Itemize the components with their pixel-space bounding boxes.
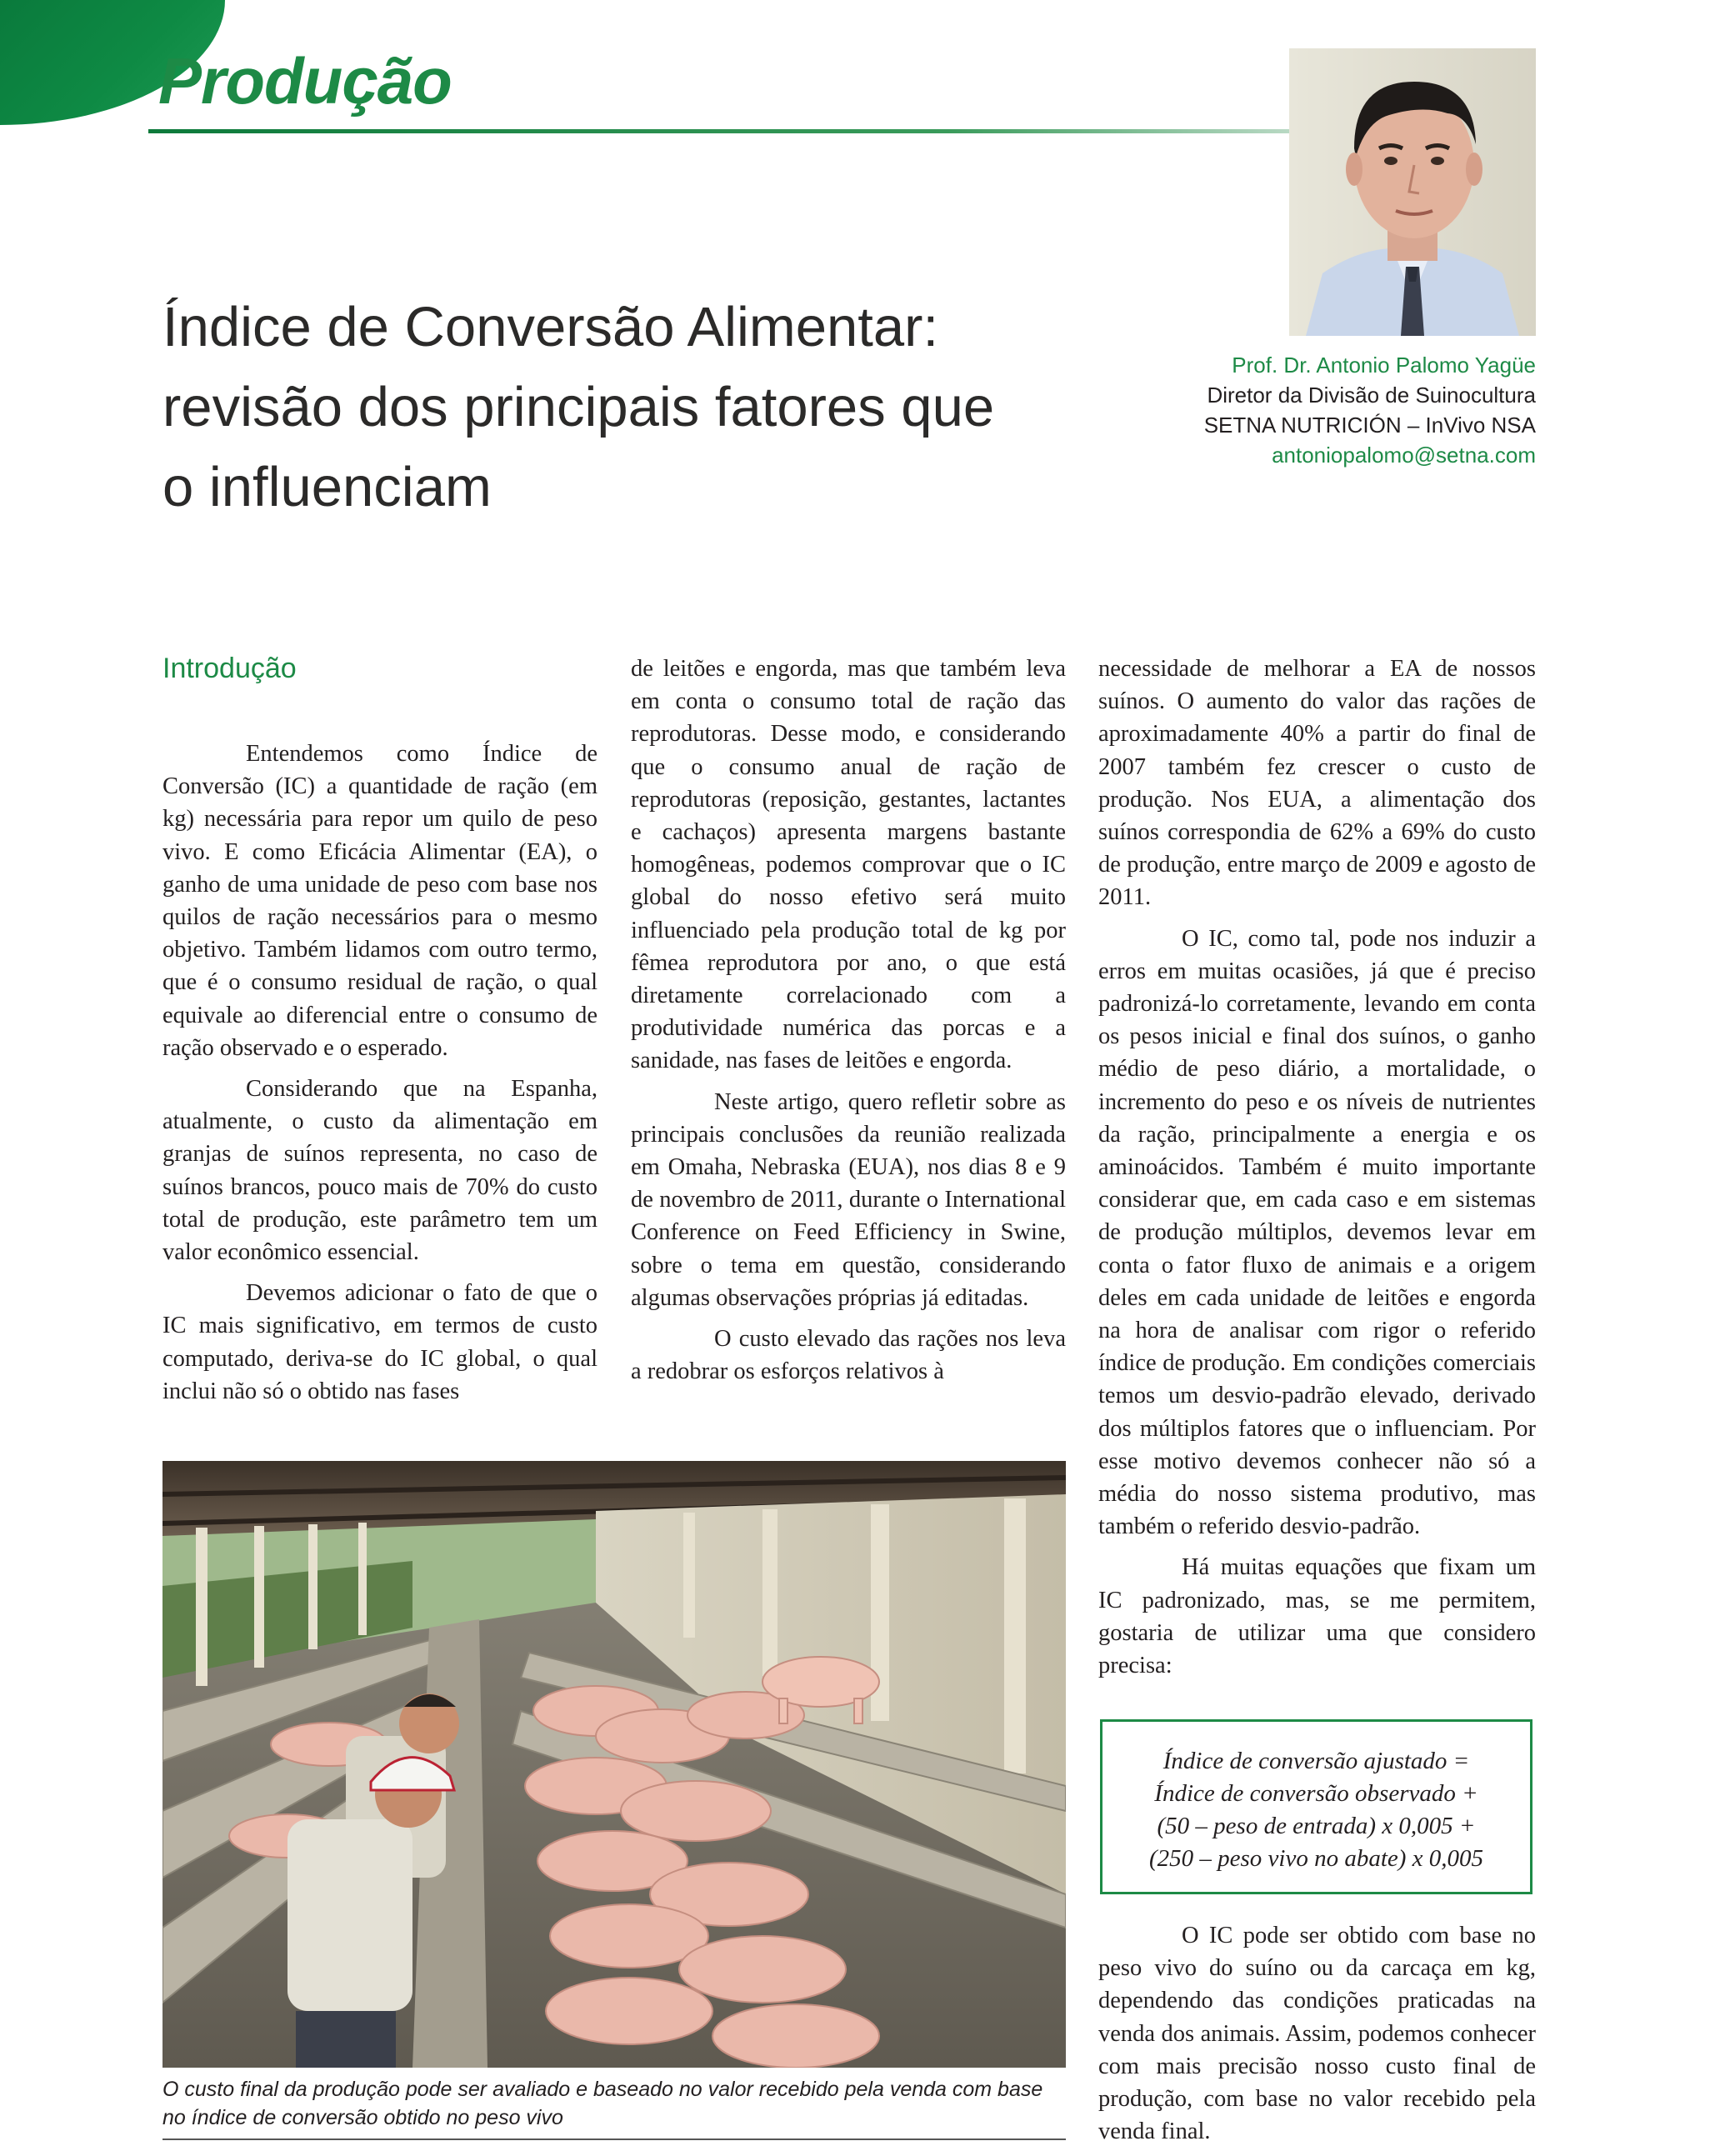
author-block xyxy=(1033,350,1536,470)
formula-line: (50 – peso de entrada) x 0,005 + xyxy=(1157,1813,1476,1839)
article-title-line: Índice de Conversão Alimentar: xyxy=(162,296,939,358)
paragraph: necessidade de melhorar a EA de nossos suínos. O aumento do valor das rações de aproximadamente 40% a partir do final de 2007 também fez crescer o custo de produção. Nos EUA, a alimentação dos suínos correspondia de 62% a 69% do custo de produção, entre março de 2009 e agosto de 2011. xyxy=(1098,656,1536,911)
paragraph: Devemos adicionar o fato de que o IC mais significativo, em termos de custo computado, deriva-se do IC global, o qual inclui não só o obtido nas fases xyxy=(162,1280,598,1404)
paragraph: O IC pode ser obtido com base no peso vivo do suíno ou da carcaça em kg, dependendo das condições praticadas na venda dos animais. Assim, podemos conhecer com mais precisão nosso custo final de produção, com base no valor recebido pela venda final. xyxy=(1098,1923,1536,2145)
article-title xyxy=(162,288,1162,528)
formula-line: Índice de conversão observado + xyxy=(1154,1780,1478,1807)
caption-rule xyxy=(162,2138,1066,2140)
formula-box xyxy=(1100,1719,1532,1894)
body-column-3-continued xyxy=(1098,1919,1536,2156)
formula-line: Índice de conversão ajustado = xyxy=(1162,1748,1470,1774)
author-role: Diretor da Divisão de Suinocultura xyxy=(1207,383,1536,408)
article-title-line: o influenciam xyxy=(162,456,492,518)
paragraph: O IC, como tal, pode nos induzir a erros em muitas ocasiões, já que é preciso padronizá-lo corretamente, levando em conta os pesos inicial e final dos suínos, o ganho médio de peso diário, a mortalidade, o incremento do peso e os níveis de nutrientes da ração, principalmente a energia e os aminoácidos. Também é muito importante considerar que, em cada caso e em sistemas de produção múltiplos, devemos levar em conta o fator fluxo de animais e a origem deles em cada unidade de leitões e engorda na hora de analisar com rigor o referido índice de produção. Em condições comerciais temos um desvio-padrão elevado, derivado dos múltiplos fatores que o influenciam. Por esse motivo devemos conhecer não só a média do nosso sistema produtivo, mas também o referido desvio-padrão. xyxy=(1098,925,1536,1540)
paragraph: O custo elevado das rações nos leva a redobrar os esforços relativos à xyxy=(631,1326,1066,1385)
author-photo xyxy=(1289,48,1536,336)
formula-line: (250 – peso vivo no abate) x 0,005 xyxy=(1148,1845,1484,1872)
paragraph: Considerando que na Espanha, atualmente, o custo da alimentação em granjas de suínos representa, no caso de suínos brancos, pouco mais de 70% do custo total de produção, este parâmetro tem um valor econômico essencial. xyxy=(162,1076,598,1266)
author-name: Prof. Dr. Antonio Palomo Yagüe xyxy=(1232,353,1536,378)
author-email[interactable]: antoniopalomo@setna.com xyxy=(1272,443,1536,468)
intro-heading: Introdução xyxy=(162,653,297,684)
article-title-line: revisão dos principais fatores que xyxy=(162,376,995,438)
body-column-3 xyxy=(1098,653,1536,1690)
body-column-2 xyxy=(631,653,1066,1396)
pig-barn-photo xyxy=(162,1461,1066,2068)
header-rule xyxy=(148,129,1290,133)
author-organization: SETNA NUTRICIÓN – InVivo NSA xyxy=(1203,413,1536,438)
paragraph: de leitões e engorda, mas que também leva em conta o consumo total de ração das reprodutoras. Desse modo, e considerando que o consumo anual de ração de reprodutoras (reposição, gestantes, lactantes e cachaços) apresenta margens bastante homogêneas, podemos comprovar que o IC global do nosso efetivo será muito influenciado pela produção total de kg por fêmea reprodutora por ano, o que está diretamente correlacionado com a produtividade numérica das porcas e a sanidade, nas fases de leitões e engorda. xyxy=(631,656,1066,1074)
paragraph: Há muitas equações que fixam um IC padronizado, mas, se me permitem, gostaria de utilizar uma que considero precisa: xyxy=(1098,1554,1536,1679)
photo-caption: O custo final da produção pode ser avaliado e baseado no valor recebido pela venda com base no índice de conversão obtido no peso vivo xyxy=(162,2078,1043,2129)
body-column-1 xyxy=(162,738,598,1416)
section-title: Produção xyxy=(158,44,452,118)
paragraph: Entendemos como Índice de Conversão (IC) a quantidade de ração (em kg) necessária para repor um quilo de peso vivo. E como Eficácia Alimentar (EA), o ganho de uma unidade de peso com base nos quilos de ração necessários para o mesmo objetivo. Também lidamos com outro termo, que é o consumo residual de ração, o qual equivale ao diferencial entre o consumo de ração observado e o esperado. xyxy=(162,741,598,1061)
paragraph: Neste artigo, quero refletir sobre as principais conclusões da reunião realizada em Omaha, Nebraska (EUA), nos dias 8 e 9 de novembro de 2011, durante o International Conference on Feed Efficiency in Swine, sobre o tema em questão, considerando algumas observações próprias já editadas. xyxy=(631,1088,1066,1311)
